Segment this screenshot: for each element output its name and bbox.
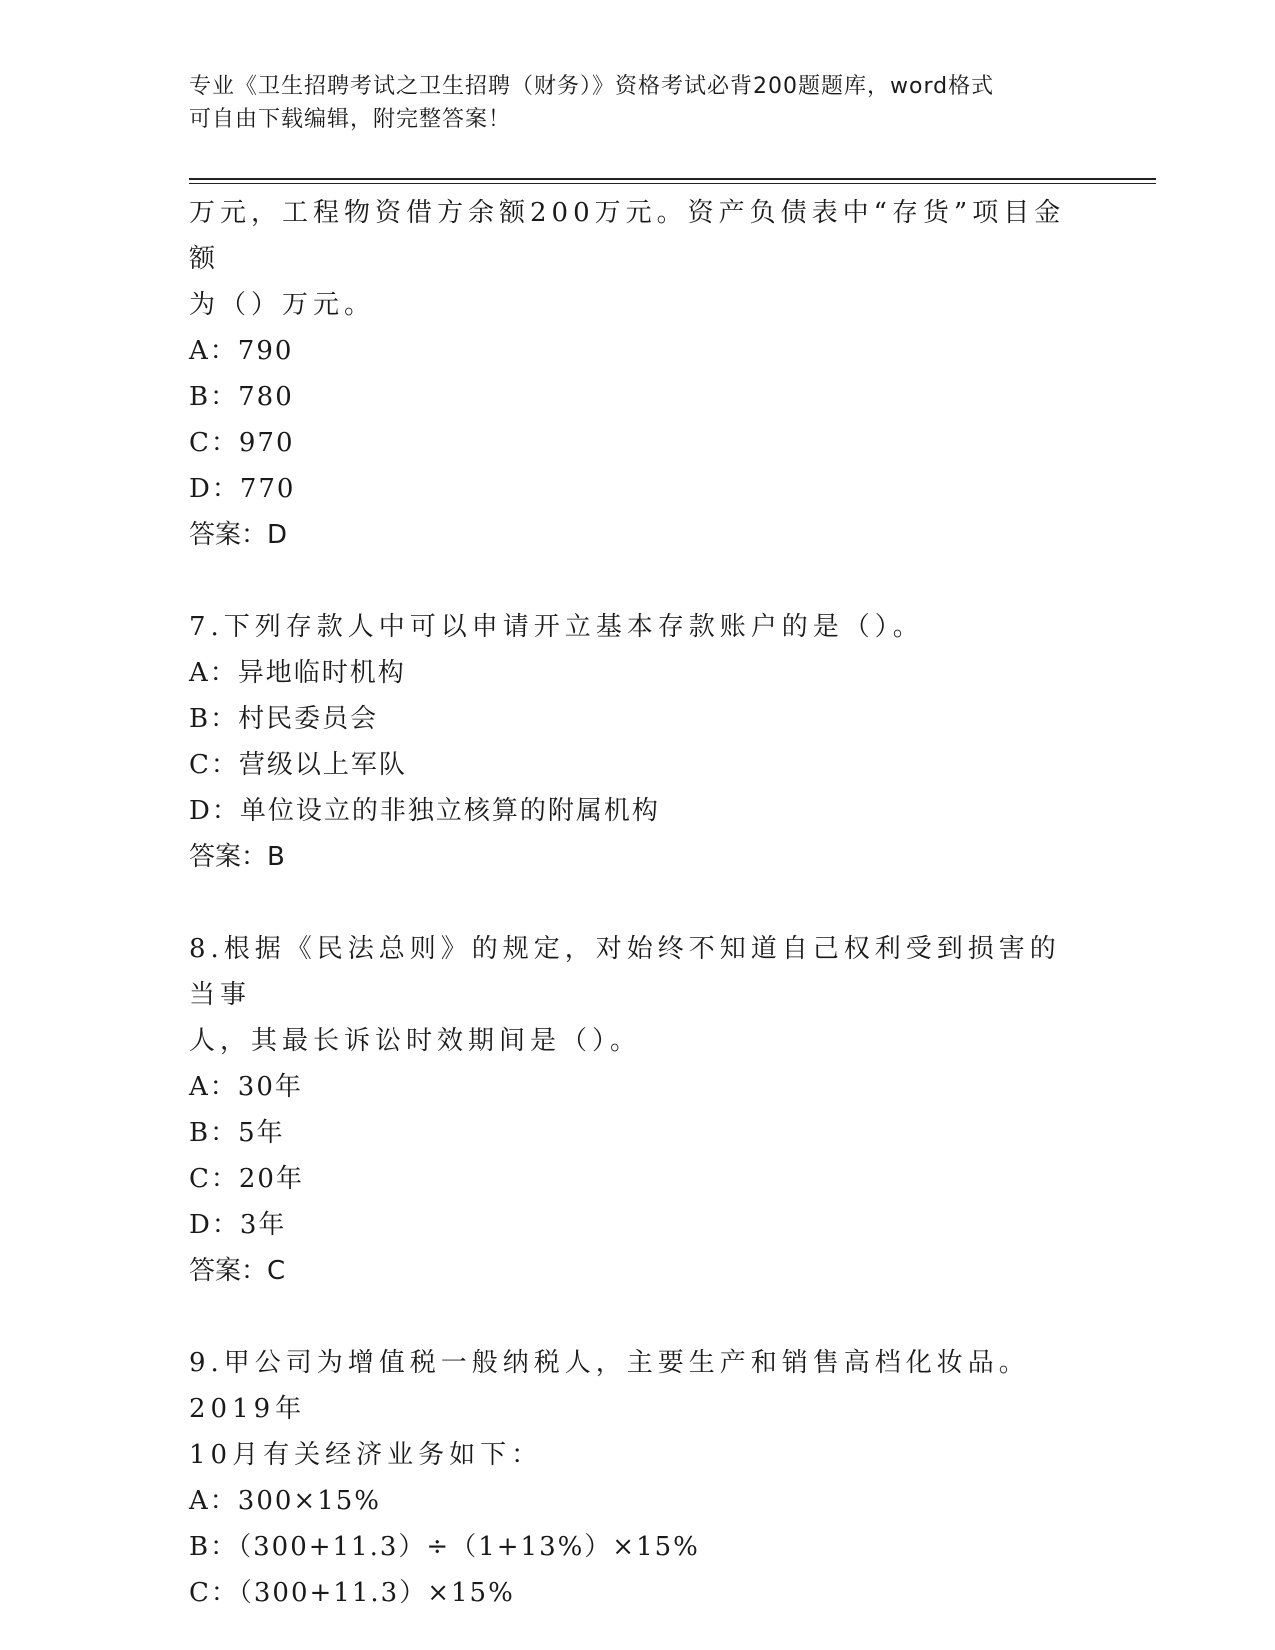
question-text-line: 9.甲公司为增值税一般纳税人，主要生产和销售高档化妆品。2019年 [189,1348,1030,1424]
option-b: B：5年 [189,1118,285,1148]
header-divider-thin [189,183,1156,184]
question-7 [189,604,1069,880]
question-text-line: 为（）万元。 [189,290,376,320]
option-b: B：（300+11.3）÷（1+13%）×15% [189,1532,700,1562]
header-line-2: 可自由下载编辑，附完整答案！ [189,107,512,132]
page-header [189,70,1089,136]
answer-line: 答案：C [189,1256,286,1286]
option-a: A：异地临时机构 [189,658,406,688]
option-d: D：单位设立的非独立核算的附属机构 [189,796,660,826]
question-9 [189,1340,1069,1616]
spacer [189,558,1069,604]
option-c: C：营级以上军队 [189,750,407,780]
option-d: D：3年 [189,1210,287,1240]
option-b: B：村民委员会 [189,704,379,734]
question-8 [189,926,1069,1294]
question-6 [189,190,1069,558]
answer-line: 答案：D [189,520,288,550]
option-a: A：30年 [189,1072,303,1102]
question-text-line: 万元，工程物资借方余额200万元。资产负债表中“存货”项目金额 [189,198,1066,274]
spacer [189,1294,1069,1340]
spacer [189,880,1069,926]
document-body [189,190,1069,1616]
option-c: C：20年 [189,1164,304,1194]
option-c: C：（300+11.3）×15% [189,1578,515,1608]
option-d: D：770 [189,474,296,504]
question-text-line: 8.根据《民法总则》的规定，对始终不知道自己权利受到损害的当事 [189,934,1061,1010]
question-text-line: 10月有关经济业务如下： [189,1440,543,1470]
option-a: A：790 [189,336,294,366]
question-text-line: 7.下列存款人中可以申请开立基本存款账户的是（）。 [189,612,924,642]
option-a: A：300×15% [189,1486,381,1516]
answer-line: 答案：B [189,842,285,872]
question-text-line: 人，其最长诉讼时效期间是（）。 [189,1026,642,1056]
header-divider-thick [189,178,1156,180]
option-c: C：970 [189,428,295,458]
option-b: B：780 [189,382,294,412]
header-line-1: 专业《卫生招聘考试之卫生招聘（财务）》资格考试必背200题题库，word格式 [189,74,995,99]
